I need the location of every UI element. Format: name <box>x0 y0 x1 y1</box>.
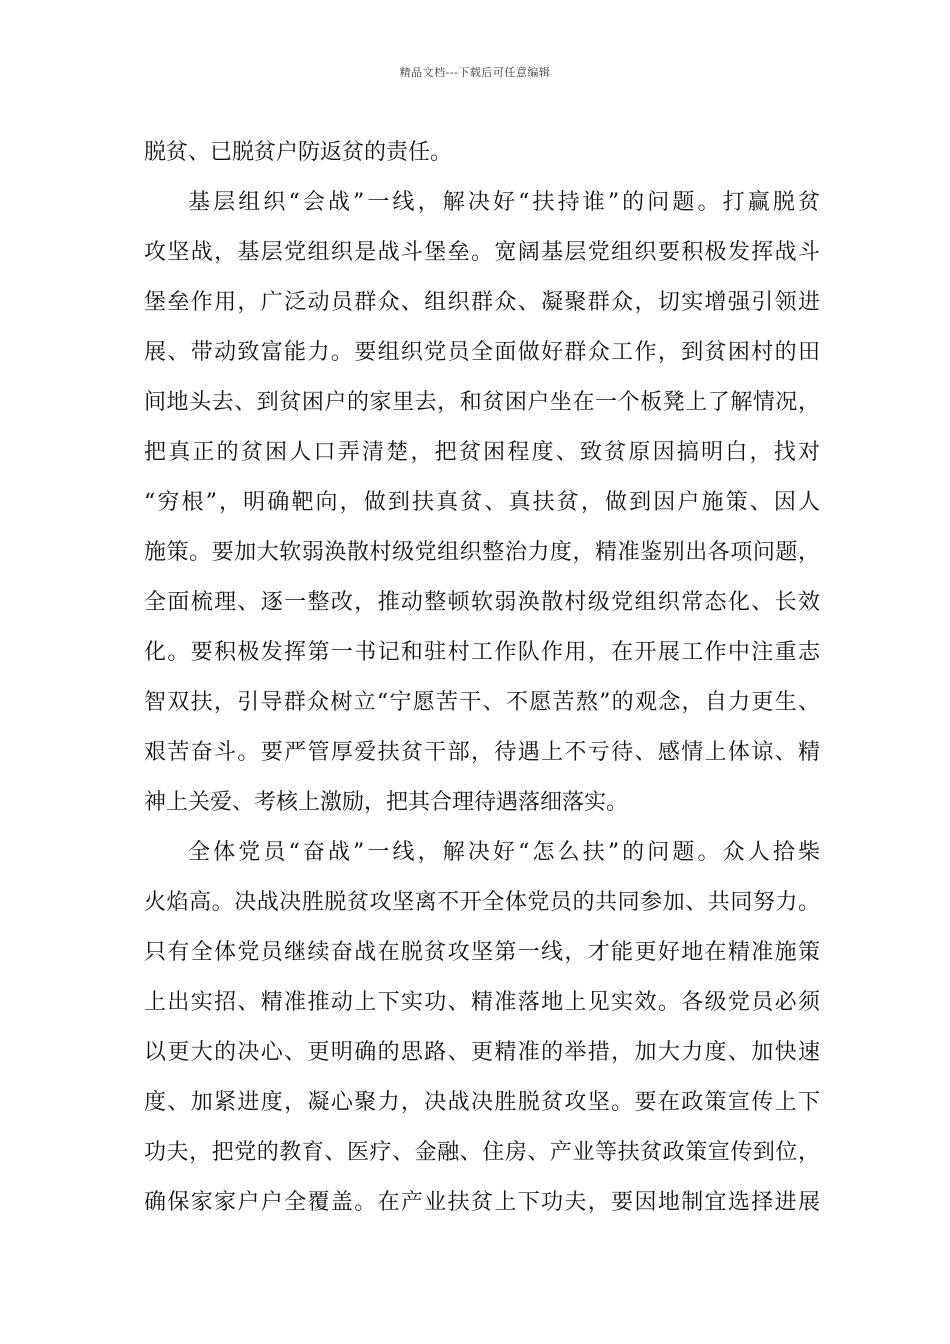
text-line: 智双扶，引导群众树立“宁愿苦干、不愿苦熬”的观念，自力更生、 <box>144 690 820 715</box>
text-line: 上出实招、精准推动上下实功、精准落地上见实效。各级党员必须 <box>144 990 820 1015</box>
text-line: 功夫，把党的教育、医疗、金融、住房、产业等扶贫政策宣传到位， <box>144 1140 820 1165</box>
text-line: 确保家家户户全覆盖。在产业扶贫上下功夫，要因地制宜选择进展 <box>144 1190 820 1215</box>
text-line: 全面梳理、逐一整改，推动整顿软弱涣散村级党组织常态化、长效 <box>144 590 820 615</box>
text-line: 堡垒作用，广泛动员群众、组织群众、凝聚群众，切实增强引领进 <box>144 290 820 315</box>
text-line: 基层组织“会战”一线，解决好“扶持谁”的问题。打赢脱贫 <box>188 190 820 215</box>
document-body <box>144 128 820 1228</box>
text-line: 攻坚战，基层党组织是战斗堡垒。宽阔基层党组织要积极发挥战斗 <box>144 240 820 265</box>
text-line: 把真正的贫困人口弄清楚，把贫困程度、致贫原因搞明白，找对 <box>144 440 820 465</box>
text-line: 展、带动致富能力。要组织党员全面做好群众工作，到贫困村的田 <box>144 340 820 365</box>
page-header: 精品文档---下载后可任意编辑 <box>399 66 551 79</box>
text-line: 只有全体党员继续奋战在脱贫攻坚第一线，才能更好地在精准施策 <box>144 940 820 965</box>
text-line: 火焰高。决战决胜脱贫攻坚离不开全体党员的共同参加、共同努力。 <box>144 890 820 915</box>
text-line: 施策。要加大软弱涣散村级党组织整治力度，精准鉴别出各项问题， <box>144 540 820 565</box>
text-line: 间地头去、到贫困户的家里去，和贫困户坐在一个板凳上了解情况， <box>144 390 820 415</box>
text-line: 化。要积极发挥第一书记和驻村工作队作用，在开展工作中注重志 <box>144 640 820 665</box>
text-line: 神上关爱、考核上激励，把其合理待遇落细落实。 <box>144 790 629 815</box>
text-line: 度、加紧进度，凝心聚力，决战决胜脱贫攻坚。要在政策宣传上下 <box>144 1090 820 1115</box>
text-line: “穷根”，明确靶向，做到扶真贫、真扶贫，做到因户施策、因人 <box>144 490 820 515</box>
text-line: 艰苦奋斗。要严管厚爱扶贫干部，待遇上不亏待、感情上体谅、精 <box>144 740 820 765</box>
text-line: 全体党员“奋战”一线，解决好“怎么扶”的问题。众人拾柴 <box>188 840 820 865</box>
text-line: 脱贫、已脱贫户防返贫的责任。 <box>144 140 453 165</box>
text-line: 以更大的决心、更明确的思路、更精准的举措，加大力度、加快速 <box>144 1040 820 1065</box>
